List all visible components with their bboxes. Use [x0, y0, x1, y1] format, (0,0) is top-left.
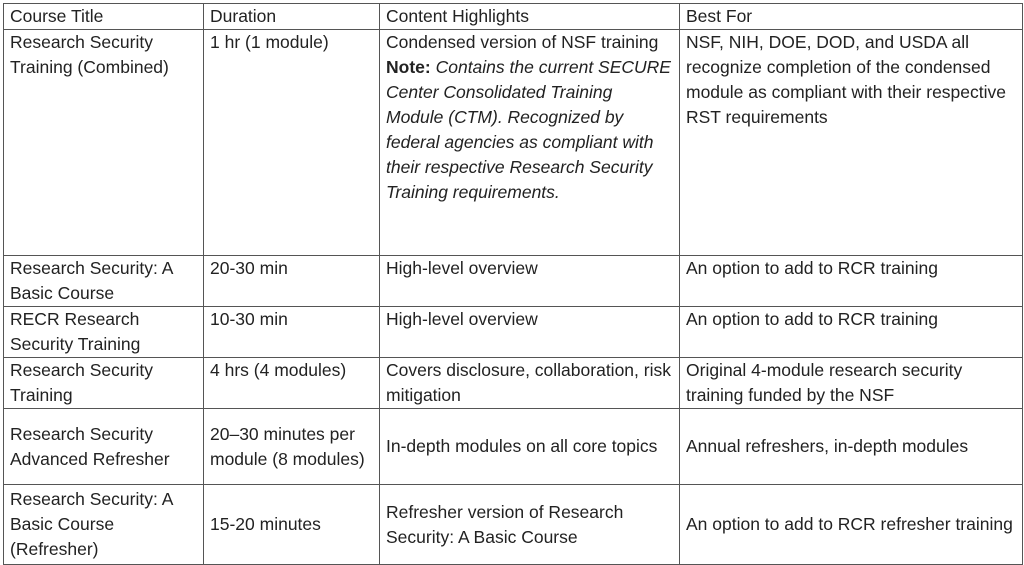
content-highlights [380, 30, 680, 256]
course-title: Research Security Advanced Refresher [4, 409, 204, 485]
header-course-title: Course Title [4, 4, 204, 30]
course-title: Research Security Training [4, 358, 204, 409]
table-row [4, 307, 1023, 358]
duration: 1 hr (1 module) [204, 30, 380, 256]
note-text: Contains the current SECURE Center Consolidated Training Module (CTM). Recognized by federal agencies as compliant with their respective Research Security Training requirements. [386, 57, 671, 202]
content-text: Condensed version of NSF training [386, 32, 659, 52]
header-content-highlights: Content Highlights [380, 4, 680, 30]
content-highlights: Refresher version of Research Security: A Basic Course [380, 485, 680, 565]
best-for: An option to add to RCR training [680, 307, 1023, 358]
course-comparison-table [3, 3, 1023, 565]
duration: 15-20 minutes [204, 485, 380, 565]
content-highlights: High-level overview [380, 256, 680, 307]
course-title: Research Security: A Basic Course (Refresher) [4, 485, 204, 565]
table-row [4, 485, 1023, 565]
course-title: Research Security Training (Combined) [4, 30, 204, 256]
duration: 20–30 minutes per module (8 modules) [204, 409, 380, 485]
note-label: Note: [386, 57, 431, 77]
duration: 10-30 min [204, 307, 380, 358]
table-row [4, 256, 1023, 307]
table-row [4, 358, 1023, 409]
note [386, 55, 673, 205]
header-row [4, 4, 1023, 30]
header-duration: Duration [204, 4, 380, 30]
table-row [4, 30, 1023, 256]
duration: 4 hrs (4 modules) [204, 358, 380, 409]
best-for: An option to add to RCR training [680, 256, 1023, 307]
content-highlights: High-level overview [380, 307, 680, 358]
duration: 20-30 min [204, 256, 380, 307]
best-for: An option to add to RCR refresher training [680, 485, 1023, 565]
best-for: NSF, NIH, DOE, DOD, and USDA all recognize completion of the condensed module as compliant with their respective RST requirements [680, 30, 1023, 256]
table-row [4, 409, 1023, 485]
best-for: Annual refreshers, in-depth modules [680, 409, 1023, 485]
course-title: RECR Research Security Training [4, 307, 204, 358]
content-highlights: In-depth modules on all core topics [380, 409, 680, 485]
content-highlights: Covers disclosure, collaboration, risk mitigation [380, 358, 680, 409]
header-best-for: Best For [680, 4, 1023, 30]
best-for: Original 4-module research security training funded by the NSF [680, 358, 1023, 409]
course-title: Research Security: A Basic Course [4, 256, 204, 307]
